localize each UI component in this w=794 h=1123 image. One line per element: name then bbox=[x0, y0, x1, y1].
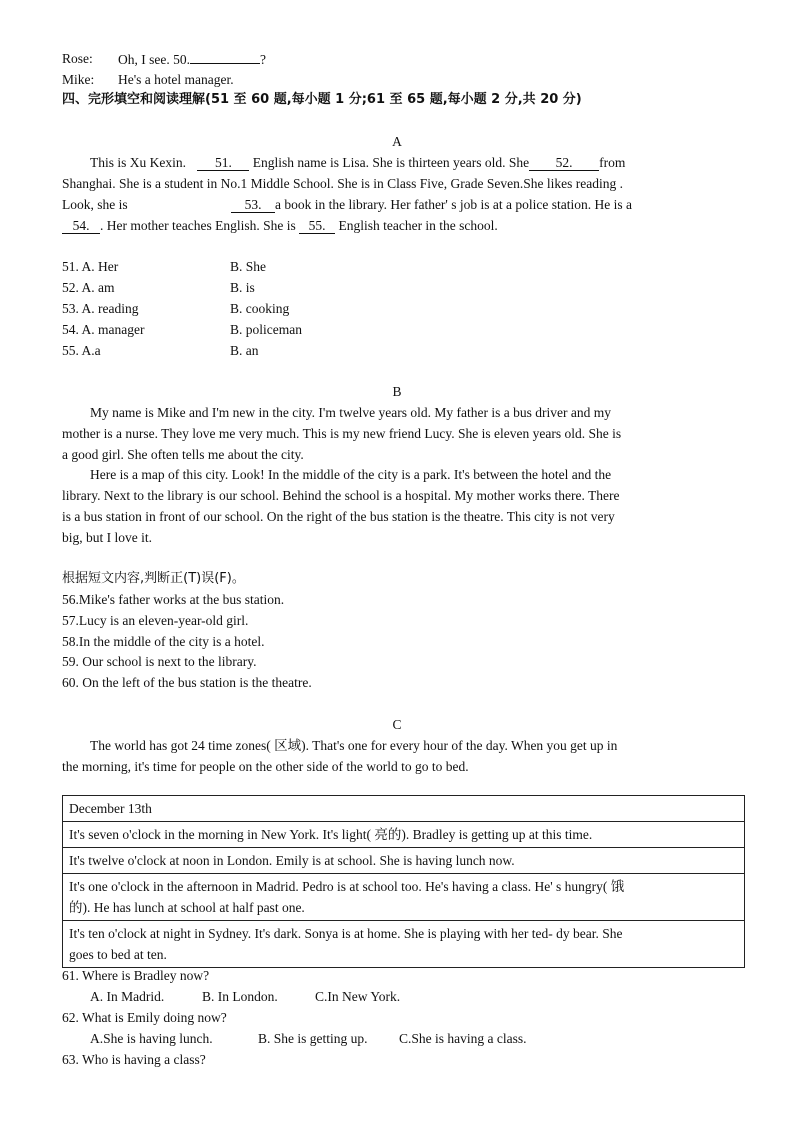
blank-54: 54. bbox=[62, 219, 100, 234]
table-row bbox=[63, 874, 745, 921]
option: B. She is getting up. bbox=[258, 1031, 368, 1046]
question-61-options bbox=[90, 989, 401, 1005]
dialogue-line-mike bbox=[62, 72, 234, 88]
answer-blank-50 bbox=[190, 51, 260, 64]
question-59: 59. Our school is next to the library. bbox=[62, 654, 257, 669]
section-heading: 四、完形填空和阅读理解(51 至 60 题,每小题 1 分;61 至 65 题,每小题 2 分,共 20 分) bbox=[62, 92, 582, 107]
time-zone-table bbox=[62, 795, 745, 968]
passage-b-line: is a bus station in front of our school. On the right of the bus station is the theatre. This city is not very bbox=[62, 509, 615, 524]
question-62-options bbox=[90, 1031, 527, 1047]
option: B. In London. bbox=[202, 989, 278, 1004]
question-60: 60. On the left of the bus station is the theatre. bbox=[62, 675, 312, 690]
dialogue-text: He's a hotel manager. bbox=[118, 72, 234, 87]
option: C.In New York. bbox=[315, 989, 401, 1004]
passage-c-letter: C bbox=[392, 717, 402, 732]
dialogue-line-rose: Rose: Oh, I see. 50. ? bbox=[62, 51, 266, 67]
option-52: 52. A. am B. is bbox=[62, 280, 255, 295]
option: C.She is having a class. bbox=[399, 1031, 527, 1046]
speaker-mike: Mike: bbox=[62, 72, 95, 87]
passage-a-letter: A bbox=[392, 134, 402, 149]
passage-a-line-2: Shanghai. She is a student in No.1 Middle School. She is in Class Five, Grade Seven.She likes reading . bbox=[62, 176, 623, 191]
passage-b-line: mother is a nurse. They love me very much. This is my new friend Lucy. She is eleven years old. She is bbox=[62, 426, 622, 441]
table-cell: It's seven o'clock in the morning in New York. It's light( 亮的). Bradley is getting up at this time. bbox=[63, 822, 745, 848]
blank-53: 53. bbox=[231, 198, 275, 213]
table-cell: It's one o'clock in the afternoon in Madrid. Pedro is at school too. He's having a class. He' s hungry( 饿 的). He has lunch at school at half past one. bbox=[63, 874, 745, 921]
option: A. In Madrid. bbox=[90, 989, 165, 1004]
table-cell: It's twelve o'clock at noon in London. Emily is at school. She is having lunch now. bbox=[63, 848, 745, 874]
question-56: 56.Mike's father works at the bus station. bbox=[62, 592, 285, 607]
passage-a-line-3: Look, she is 53. a book in the library. Her father' s job is at a police station. He is a bbox=[62, 197, 632, 212]
passage-a-line-4: 54. . Her mother teaches English. She is 55. English teacher in the school. bbox=[62, 218, 498, 234]
table-row bbox=[63, 796, 745, 822]
table-row bbox=[63, 848, 745, 874]
passage-c-line: the morning, it's time for people on the other side of the world to go to bed. bbox=[62, 759, 469, 774]
passage-b-line: a good girl. She often tells me about the city. bbox=[62, 447, 304, 462]
table-row bbox=[63, 822, 745, 848]
question-63: 63. Who is having a class? bbox=[62, 1052, 206, 1067]
option-53: 53. A. reading B. cooking bbox=[62, 301, 290, 316]
option-51: 51. A. Her B. She bbox=[62, 259, 267, 274]
question-57: 57.Lucy is an eleven-year-old girl. bbox=[62, 613, 249, 628]
table-cell: It's ten o'clock at night in Sydney. It's dark. Sonya is at home. She is playing with her ted- dy bear. She goes to bed at ten. bbox=[63, 921, 745, 968]
passage-b-line: Here is a map of this city. Look! In the middle of the city is a park. It's between the hotel and the bbox=[90, 467, 612, 482]
blank-55: 55. bbox=[299, 219, 335, 234]
passage-c-line: The world has got 24 time zones( 区域). That's one for every hour of the day. When you get up in bbox=[90, 738, 618, 753]
option-55: 55. A.a B. an bbox=[62, 343, 259, 358]
question-62: 62. What is Emily doing now? bbox=[62, 1010, 227, 1025]
passage-b-line: My name is Mike and I'm new in the city. I'm twelve years old. My father is a bus driver and my bbox=[90, 405, 611, 420]
blank-51: 51. bbox=[197, 156, 249, 171]
table-row bbox=[63, 921, 745, 968]
dialogue-text: Oh, I see. 50. bbox=[118, 52, 190, 67]
passage-b-line: library. Next to the library is our school. Behind the school is a hospital. My mother works there. There bbox=[62, 488, 620, 503]
option-54: 54. A. manager B. policeman bbox=[62, 322, 302, 337]
blank-52: 52. bbox=[529, 156, 599, 171]
passage-a-line-1: This is Xu Kexin. 51. English name is Lisa. She is thirteen years old. She 52. from bbox=[90, 155, 626, 170]
question-58: 58.In the middle of the city is a hotel. bbox=[62, 634, 265, 649]
option: A.She is having lunch. bbox=[90, 1031, 213, 1046]
passage-b-line: big, but I love it. bbox=[62, 530, 152, 545]
speaker-rose: Rose: bbox=[62, 51, 93, 66]
table-cell: December 13th bbox=[63, 796, 745, 822]
question-61: 61. Where is Bradley now? bbox=[62, 968, 210, 983]
passage-b-letter: B bbox=[392, 384, 402, 399]
tf-instruction: 根据短文内容,判断正(T)误(F)。 bbox=[62, 571, 245, 586]
